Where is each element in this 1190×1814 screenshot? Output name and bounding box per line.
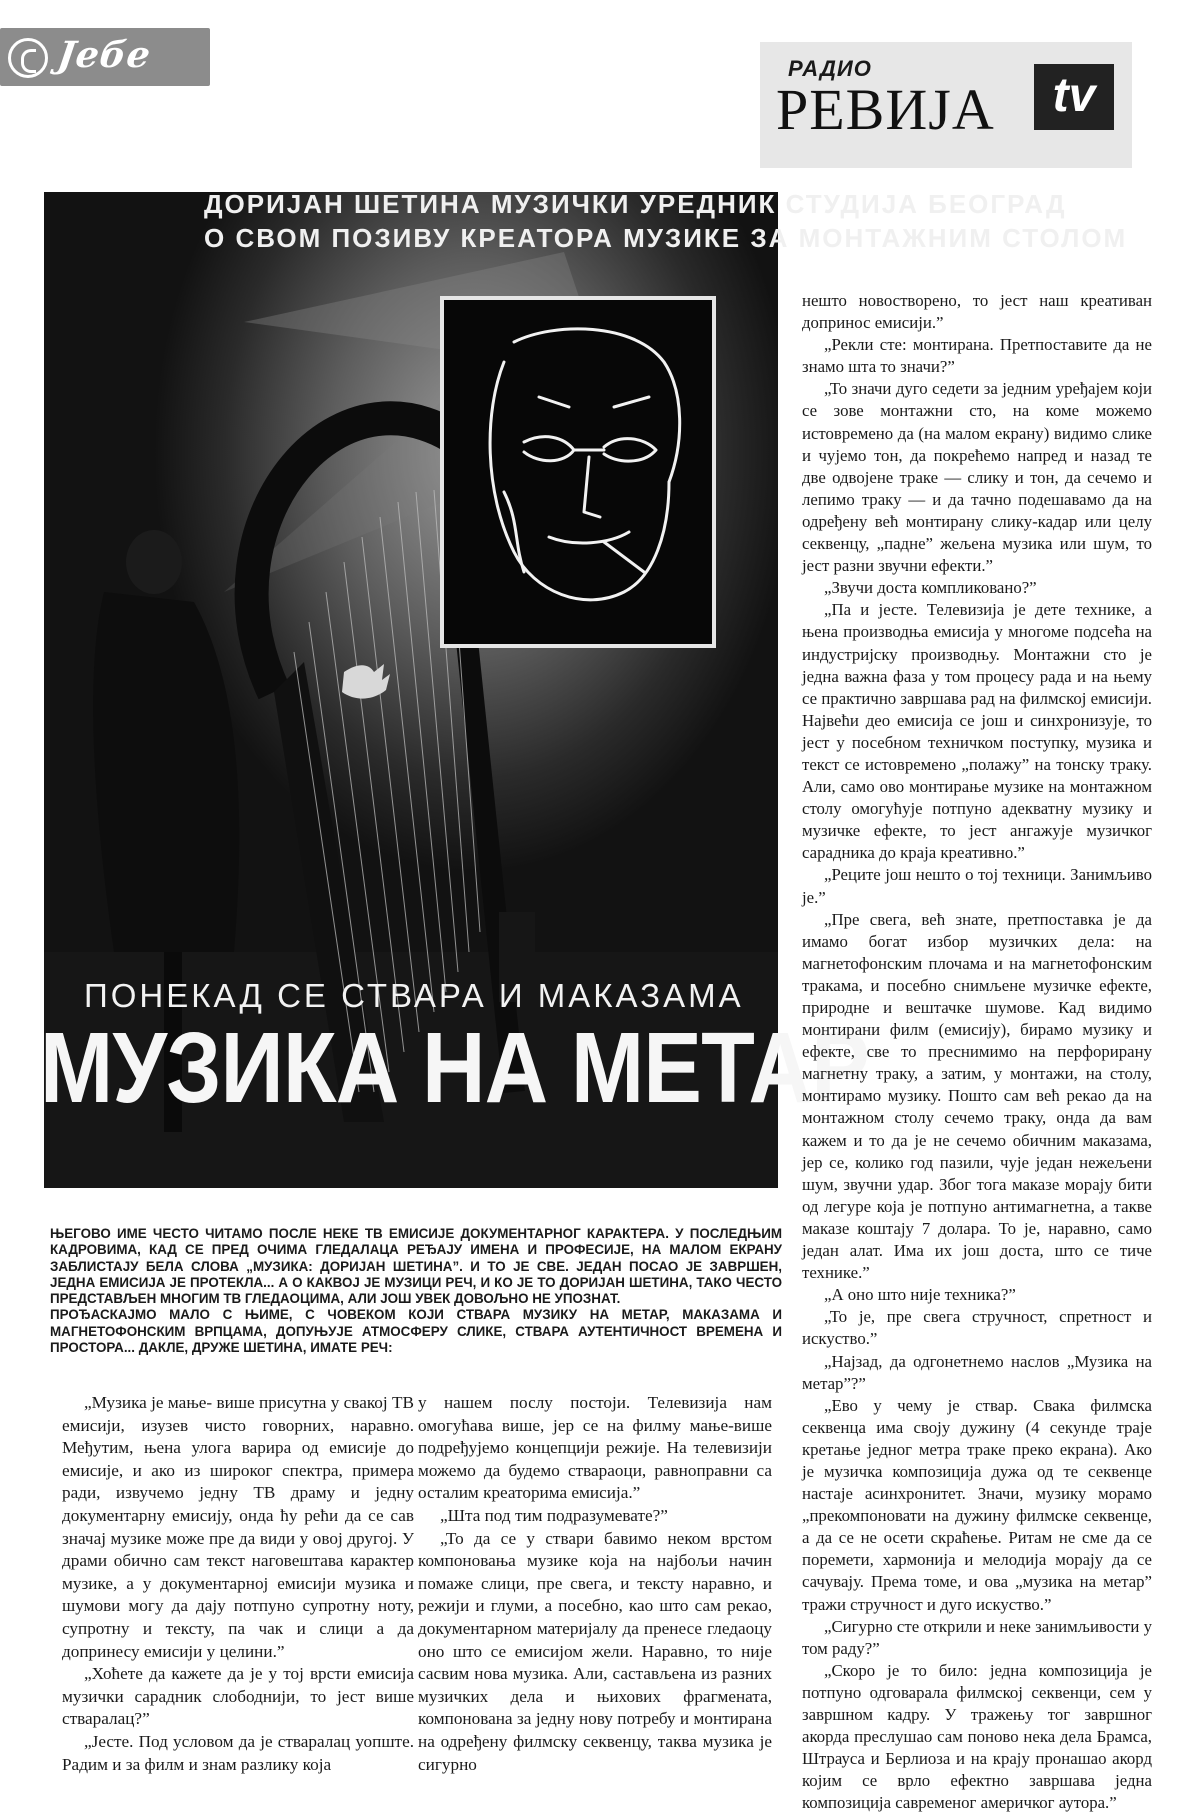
paragraph: „Реците још нешто о тој техници. Занимљиво је.” [802, 865, 1152, 907]
paragraph: „Најзад, да одгонетнемо наслов „Музика на метар”?” [802, 1351, 1152, 1393]
paragraph: „Хоћете да кажете да је у тој врсти емисија музички сарадник слободнији, то јест више стваралац?” [62, 1664, 414, 1729]
article-subtitle: ПОНЕКАД СЕ СТВАРА И МАКАЗАМА [84, 977, 744, 1014]
intro-paragraph: ЊЕГОВО ИМЕ ЧЕСТО ЧИТАМО ПОСЛЕ НЕКЕ ТВ ЕМИСИЈЕ ДОКУМЕНТАРНОГ КАРАКТЕРА. У ПОСЛЕДЊИМ КАДРОВИМА, КАД СЕ ПРЕД ОЧИМА ГЛЕДАЛАЦА РЕЂАЈУ ИМЕНА И ПРОФЕСИЈЕ, НА МАЛОМ ЕКРАНУ ЗАБЛИСТАЈУ БЕЛА СЛОВА „МУЗИКА: ДОРИЈАН ШЕТИНА”. И ТО ЈЕ СВЕ. ЈЕДАН ПОСАО ЈЕ ЗАВРШЕН, ЈЕДНА ЕМИСИЈА ЈЕ ПРОТЕКЛА... А О КАКВОЈ ЈЕ МУЗИЦИ РЕЧ, И КО ЈЕ ТО ДОРИЈАН ШЕТИНА, ТАКО ЧЕСТО ПРЕДСТАВЉЕН МНОГИМ ТВ ГЛЕДАОЦИМА, АЛИ ЈОШ УВЕК ДОВОЉНО НЕ УПОЗНАТ. [50, 1226, 782, 1307]
deck-line-1: ДОРИЈАН ШЕТИНА МУЗИЧКИ УРЕДНИК СТУДИЈА БЕОГРАД [204, 189, 1067, 219]
body-column-2 [418, 1392, 772, 1776]
article-title: МУЗИКА НА МЕТАР [40, 1012, 869, 1124]
masthead-title: РЕВИЈА [776, 77, 995, 142]
paragraph: „Сигурно сте открили и неке занимљивости у том раду?” [802, 1616, 1152, 1658]
paragraph: „Пре свега, већ знате, претпоставка је да имамо богат избор музичких дела: на магнетофонским плочама и на магнетофонским тракама, и посебно снимљене музичке ефекте, природне и вештачке шумове. Кад видимо монтирани филм (емисију), бирамо музику и ефекте, све то преснимимо на перфорирану магнетну траку, а затим, у монтажи, на столу, монтирамо музику. Пошто сам већ рекао да на монтажном столу сечемо траку, онда да вам кажем и то да је не сечемо обичним маказама, јер се, колико год пазили, чује један нежељени шум, звучни удар. Због тога маказе морају бити од легуре која је потпуно антимагнетна, а такве маказе коштају 7 долара. То је, наравно, само један алат. Има их још доста, што се тиче технике.” [802, 909, 1152, 1283]
publication-stamp [0, 28, 210, 86]
deck-line-2: О СВОМ ПОЗИВУ КРЕАТОРА МУЗИКЕ ЗА МОНТАЖНИМ СТОЛОМ [204, 223, 1128, 253]
paragraph: „Ево у чему је ствар. Свака филмска секвенца има своју дужину (4 секунде траје кретање једног метра траке преко екрана). Ако је музичка композиција дужа од те секвенце настаје асинхронитет. Значи, музику морамо „прекомпоновати на дужину филмске секвенце, а да се не осети скраћење. Ритам не сме да се поремети, хармонија и мелодија морају да се сачувају. Према томе, и ова „музика на метар” тражи стручност и дуго искуство.” [802, 1395, 1152, 1614]
paragraph: „Звучи доста компликовано?” [824, 578, 1037, 598]
paragraph: у нашем послу постоји. Телевизија нам омогућава више, јер се на филму мање-више подређујемо концепцији режије. На телевизији можемо да будемо ствараоци, равноправни са осталим креаторима емисија.” [418, 1393, 772, 1503]
stamp-text: Jeбe [55, 34, 154, 76]
article-intro [50, 1226, 782, 1356]
paragraph: „То је, пре свега стручност, спретност и искуство.” [802, 1307, 1152, 1349]
masthead [760, 42, 1132, 168]
masthead-tv-logo: tv [1034, 64, 1114, 130]
paragraph: „То значи дуго седети за једним уређајем који се зове монтажни сто, на коме можемо истовремено да (на малом екрану) видимо слике и чујемо тон, да покрећемо напред и назад те две одвојене траке — слику и тон, да сечемо и лепимо траку — и да тачно подешавамо да на одређену већ монтирану слику-кадар или целу секвенцу, „падне” жељена музика или шум, то јест разни звучни ефекти.” [802, 379, 1152, 576]
paragraph: „Јесте. Под условом да је стваралац уопште. Радим и за филм и знам разлику која [62, 1731, 414, 1774]
body-column-1 [62, 1392, 414, 1776]
paragraph: нешто новостворено, то јест наш креативан допринос емисији.” [802, 291, 1152, 333]
paragraph: „А оно што није техника?” [824, 1285, 1016, 1305]
paragraph: „Шта под тим подразумевате?” [440, 1505, 668, 1525]
masthead-radio: РАДИО [788, 56, 872, 81]
paragraph: „Скоро је то било: једна композиција је потпуно одговарала филмској секвенци, сем у завршном кадру. У тражењу тог завршног акорда преслушао сам поново нека дела Брамса, Штрауса и Берлиоза и на крају пронашао акорд којим се врло ефектно завршава једна композиција савременог америчког аутора.” [802, 1660, 1152, 1813]
body-column-3 [802, 290, 1152, 1814]
paragraph: „Рекли сте: монтирана. Претпоставите да не знамо шта то значи?” [802, 335, 1152, 377]
paragraph: „Па и јесте. Телевизија је дете технике, а њена производња емисија у многоме подсећа на индустријску производњу. Монтажни сто је једна важна фаза у том процесу рада и на њему се практично завршава рад на филмској емисији. Највећи део емисија се још и синхронизује, то јест у посебном техничком поступку, музика и текст се истовремено „полажу” на тонску траку. Али, само ово монтирање музике на монтажном столу омогућује потпуно адекватну музику и музичке ефекте, то јест ангажује музичког сарадника до краја креативно.” [802, 600, 1152, 863]
paragraph: „Музика је мање- више присутна у свакој ТВ емисији, изузев чисто говорних, наравно. Међутим, њена улога варира од емисије до емисије, и ако из широког спектра, примера ради, извучемо једну ТВ драму и једну документарну емисију, онда ћу рећи да се сав значај музике може пре да види у овој другој. У драми обично сам текст наговештава карактер музике, а у документарној емисији музика и шумови могу да дају потпуно супротну ноту, супротну и тексту, па чак и слици а да допринесу емисији у целини.” [62, 1393, 414, 1661]
intro-paragraph: ПРОЂАСКАЈМО МАЛО С ЊИМЕ, С ЧОВЕКОМ КОЈИ СТВАРА МУЗИКУ НА МЕТАР, МАКАЗАМА И МАГНЕТОФОНСКИМ ВРПЦАМА, ДОПУЊУЈЕ АТМОСФЕРУ СЛИКЕ, СТВАРА АУТЕНТИЧНОСТ ВРЕМЕНА И ПРОСТОРА... ДАКЛЕ, ДРУЖЕ ШЕТИНА, ИМАТЕ РЕЧ: [50, 1307, 782, 1356]
circle-logo-icon [8, 38, 48, 78]
paragraph: „То да се у ствари бавимо неком врстом компоновања музике која на најбољи начин помаже слици, пре свега, и тексту наравно, и режији и глуми, а посебно, као што сам рекао, документарном материјалу да пренесе гледаоцу оно што се емисијом жели. Наравно, то није сасвим нова музика. Али, састављена из разних музичких дела и њихових фрагмената, компонована за једну нову потребу и монтирана на одређену филмску секвенцу, таква музика је сигурно [418, 1528, 772, 1774]
